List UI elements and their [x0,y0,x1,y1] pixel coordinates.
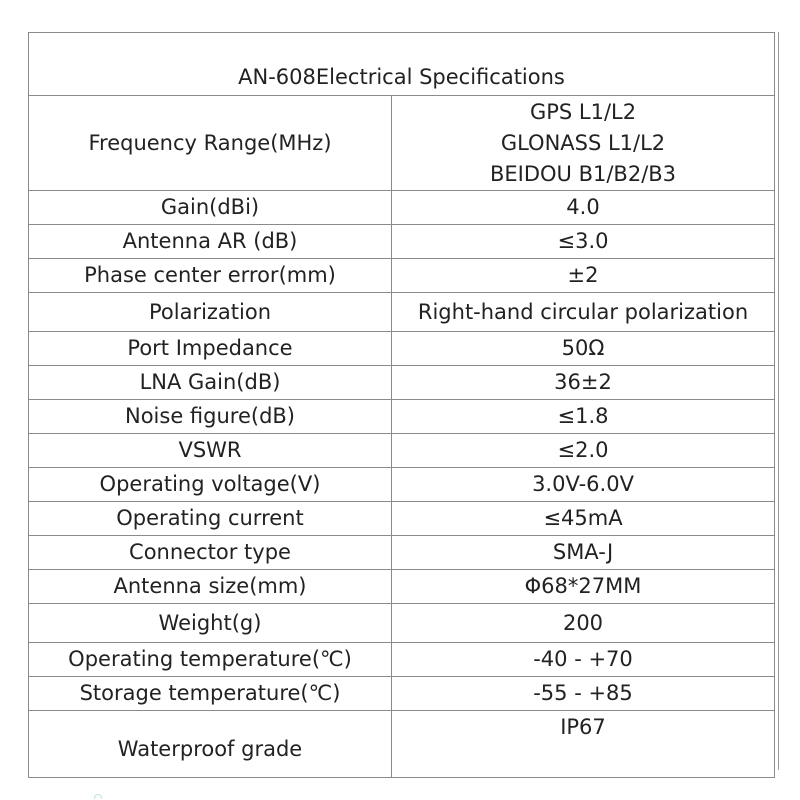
spec-label: Weight(g) [29,604,392,643]
table-row [29,293,775,332]
outer-border-line [778,32,779,770]
table-row [29,400,775,434]
spec-label: Port Impedance [29,332,392,366]
spec-value: ≤3.0 [392,225,775,259]
table-row [29,225,775,259]
table-row [29,536,775,570]
spec-label: Noise figure(dB) [29,400,392,434]
table-row [29,502,775,536]
table-row [29,434,775,468]
spec-value: -55 - +85 [392,677,775,711]
spec-value: 50Ω [392,332,775,366]
decorative-mark [94,794,102,799]
spec-label: LNA Gain(dB) [29,366,392,400]
table-title-row [29,33,775,96]
spec-label: Antenna AR (dB) [29,225,392,259]
spec-label: Operating temperature(℃) [29,643,392,677]
table-row [29,366,775,400]
spec-label: Polarization [29,293,392,332]
table-row [29,332,775,366]
spec-value: IP67 [392,711,775,778]
spec-value: ≤1.8 [392,400,775,434]
table-row [29,604,775,643]
spec-label: Operating voltage(V) [29,468,392,502]
table-row [29,711,775,778]
spec-value: Right-hand circular polarization [392,293,775,332]
spec-value: ±2 [392,259,775,293]
spec-label: Antenna size(mm) [29,570,392,604]
spec-value: 4.0 [392,191,775,225]
spec-value: 200 [392,604,775,643]
spec-label: Gain(dBi) [29,191,392,225]
specifications-table [28,32,775,778]
table-row [29,570,775,604]
table-row [29,191,775,225]
frequency-value-beidou: BEIDOU B1/B2/B3 [489,161,677,186]
table-row [29,468,775,502]
spec-label: Connector type [29,536,392,570]
spec-label: Phase center error(mm) [29,259,392,293]
spec-value: SMA-J [392,536,775,570]
spec-label: Storage temperature(℃) [29,677,392,711]
spec-value: 3.0V-6.0V [392,468,775,502]
spec-value: 36±2 [392,366,775,400]
table-row [29,259,775,293]
spec-label: Waterproof grade [29,711,392,778]
table-row [29,643,775,677]
table-title: AN-608Electrical Specifications [29,33,775,96]
frequency-value-glonass: GLONASS L1/L2 [500,130,666,155]
spec-label: Operating current [29,502,392,536]
table-row [29,677,775,711]
spec-value [392,96,775,191]
spec-label: VSWR [29,434,392,468]
spec-value: ≤2.0 [392,434,775,468]
frequency-value-gps: GPS L1/L2 [529,99,637,124]
spec-value: Φ68*27MM [392,570,775,604]
table-row [29,96,775,191]
spec-label: Frequency Range(MHz) [29,96,392,191]
spec-value: -40 - +70 [392,643,775,677]
spec-value: ≤45mA [392,502,775,536]
